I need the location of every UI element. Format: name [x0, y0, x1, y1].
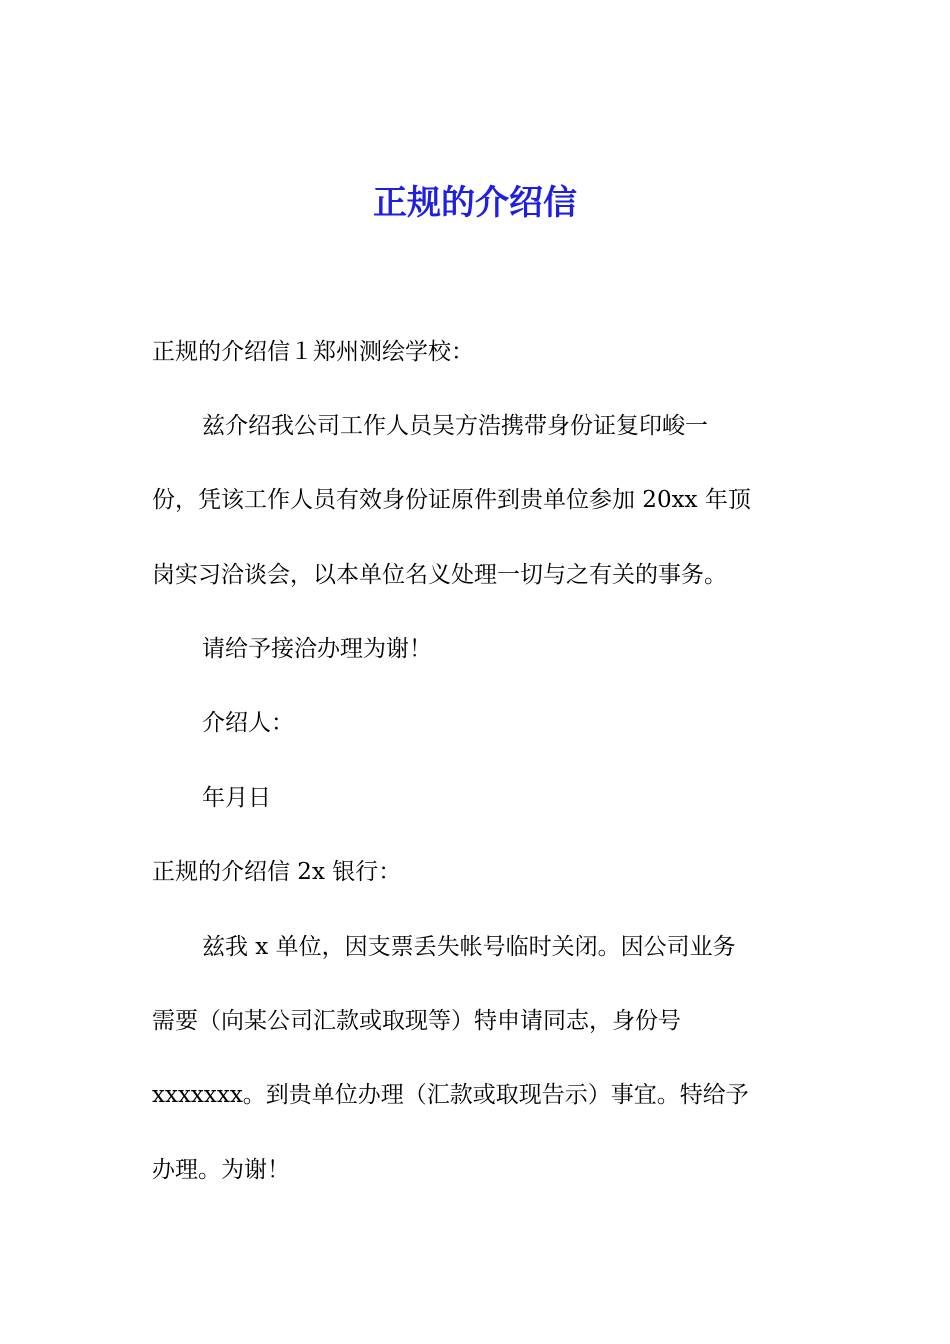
- letter2-body-line: 需要（向某公司汇款或取现等）特申请同志，身份号: [152, 1008, 681, 1034]
- letter1-date: 年月日: [202, 785, 271, 811]
- letter1-closing: 请给予接洽办理为谢！: [202, 636, 432, 662]
- letter2-salutation: 正规的介绍信 2x 银行：: [152, 859, 402, 885]
- letter1-introducer: 介绍人：: [202, 710, 294, 736]
- letter2-body-line: 兹我 x 单位，因支票丢失帐号临时关闭。因公司业务: [202, 934, 736, 960]
- document-title: 正规的介绍信: [373, 183, 577, 223]
- letter2-body-line: xxxxxxx。到贵单位办理（汇款或取现告示）事宜。特给予: [152, 1082, 749, 1108]
- letter1-body-line: 份，凭该工作人员有效身份证原件到贵单位参加 20xx 年顶: [152, 487, 751, 513]
- letter1-body-line: 兹介绍我公司工作人员吴方浩携带身份证复印峻一: [202, 413, 708, 439]
- letter1-body-line: 岗实习洽谈会，以本单位名义处理一切与之有关的事务。: [152, 562, 727, 588]
- letter1-salutation: 正规的介绍信１郑州测绘学校：: [152, 339, 474, 365]
- letter2-closing: 办理。为谢！: [152, 1157, 290, 1183]
